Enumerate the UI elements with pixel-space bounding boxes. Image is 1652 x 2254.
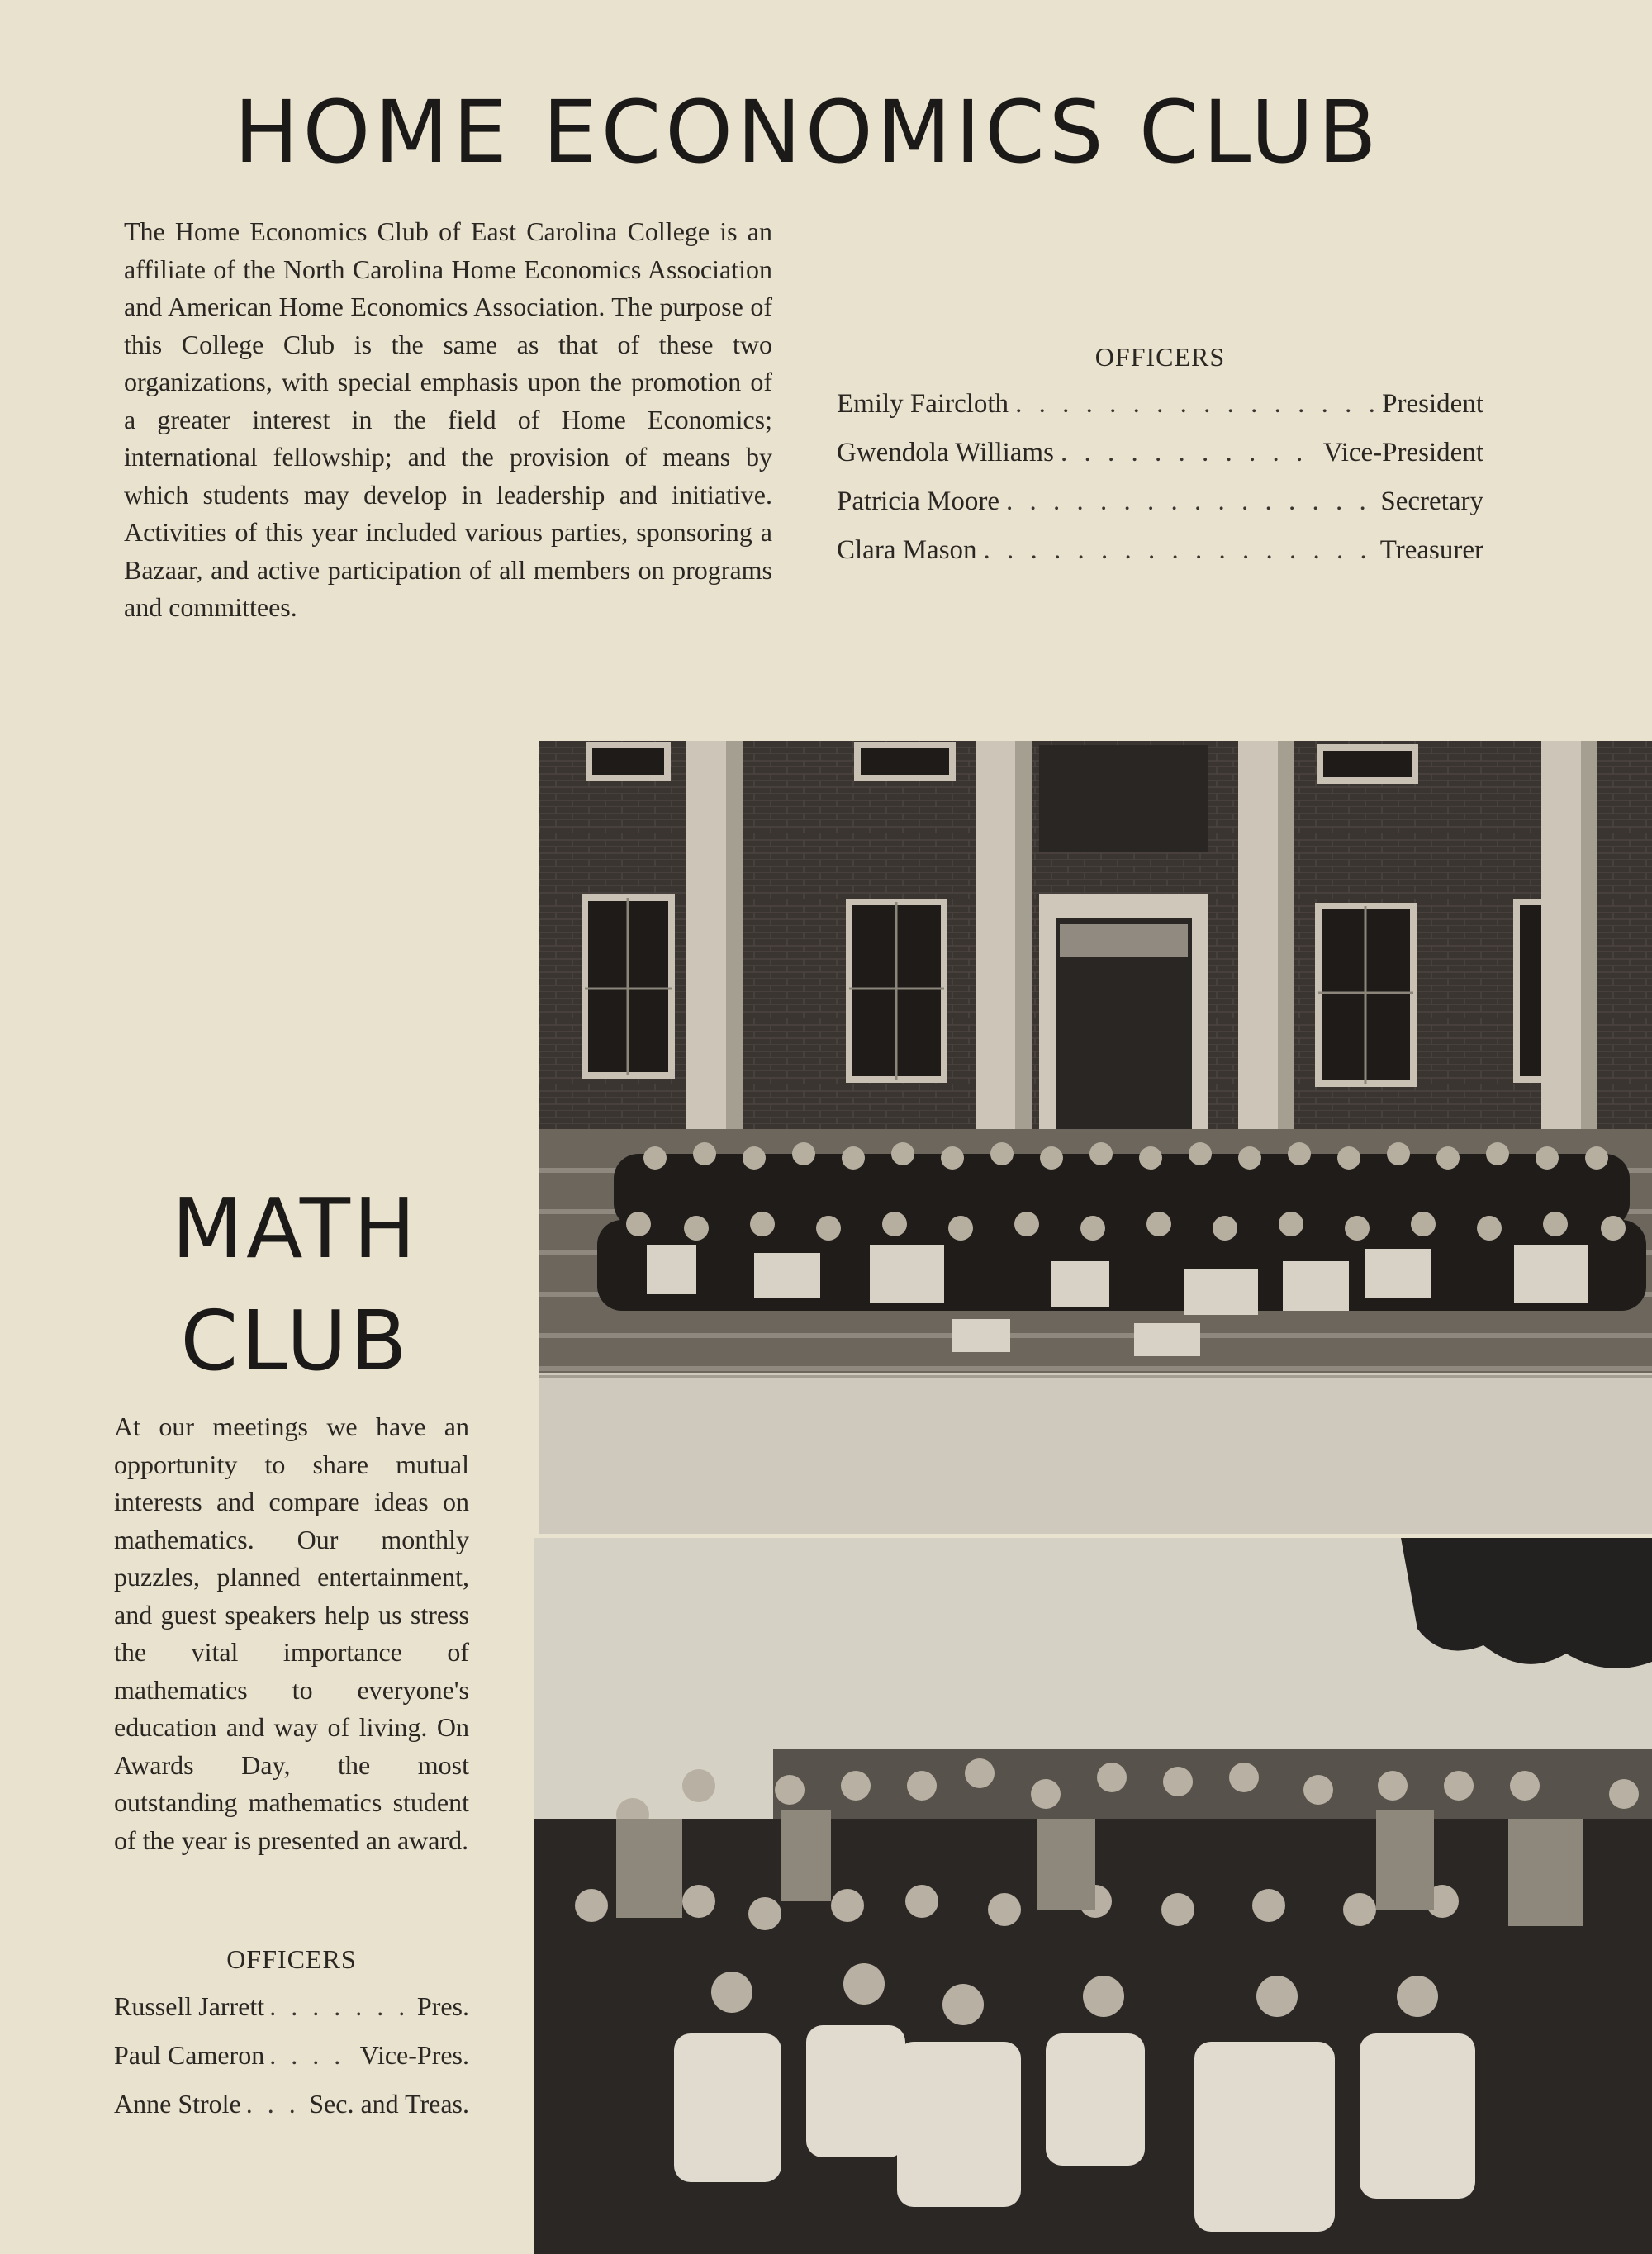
leader-dots [984, 526, 1374, 575]
home-economics-officers [837, 339, 1483, 575]
math-club-group-photo [534, 1538, 1652, 2254]
officer-role: President [1382, 389, 1483, 419]
math-club-officers [114, 1941, 469, 2128]
officer-name: Gwendola Williams [837, 438, 1054, 467]
officer-name: Emily Faircloth [837, 389, 1009, 419]
leader-dots [1015, 380, 1375, 429]
officer-name: Anne Strole [114, 2089, 241, 2119]
officer-row [837, 429, 1483, 477]
officer-name: Patricia Moore [837, 486, 1000, 516]
math-club-title-line1: MATH [171, 1180, 420, 1277]
leader-dots [269, 2031, 355, 2080]
math-club-title-line2: CLUB [180, 1293, 411, 1389]
building-steps-illustration [539, 741, 1652, 1534]
math-club-officers-heading: OFFICERS [226, 1944, 357, 1974]
home-economics-group-photo [539, 741, 1652, 1534]
math-club-description: At our meetings we have an opportunity to share mutual interests and compare ideas on mathematics. Our monthly puzzles, planned entertainment, and guest speakers help us stress the vital importance of mathematics to everyone's education and way of living. On Awards Day, the most outstanding mathematics student of the year is presented an award. [114, 1412, 469, 1855]
officer-role: Pres. [416, 1991, 469, 2021]
math-club-title [0, 1173, 591, 1397]
classroom-illustration [534, 1538, 1652, 2254]
home-economics-title: HOME ECONOMICS CLUB [234, 82, 1381, 183]
officer-role: Treasurer [1379, 535, 1483, 565]
officer-role: Vice-Pres. [359, 2040, 469, 2070]
leader-dots [1061, 429, 1317, 477]
leader-dots [246, 2080, 304, 2128]
officer-name: Russell Jarrett [114, 1991, 265, 2021]
officer-row [837, 526, 1483, 575]
officer-row [114, 1982, 469, 2031]
officer-row [114, 2031, 469, 2080]
officer-row [837, 477, 1483, 526]
officer-row [837, 380, 1483, 429]
leader-dots [269, 1982, 412, 2031]
officer-name: Clara Mason [837, 535, 977, 565]
leader-dots [1006, 477, 1374, 526]
officer-row [114, 2080, 469, 2128]
officer-role: Sec. and Treas. [309, 2089, 469, 2119]
officer-name: Paul Cameron [114, 2040, 265, 2070]
home-economics-description: The Home Economics Club of East Carolina College is an affiliate of the North Carolina Home Economics Association and American Home Economics Association. The purpose of this College Club is the same as that of these two organizations, with special emphasis upon the promotion of a greater interest in the field of Home Economics; international fellowship; and the provision of means by which students may develop in leadership and initiative. Activities of this year included various parties, sponsoring a Bazaar, and active participation of all members on programs and committees. [124, 216, 772, 622]
home-economics-officers-heading: OFFICERS [1094, 342, 1226, 372]
officer-role: Secretary [1380, 486, 1483, 516]
officer-role: Vice-President [1322, 438, 1483, 467]
